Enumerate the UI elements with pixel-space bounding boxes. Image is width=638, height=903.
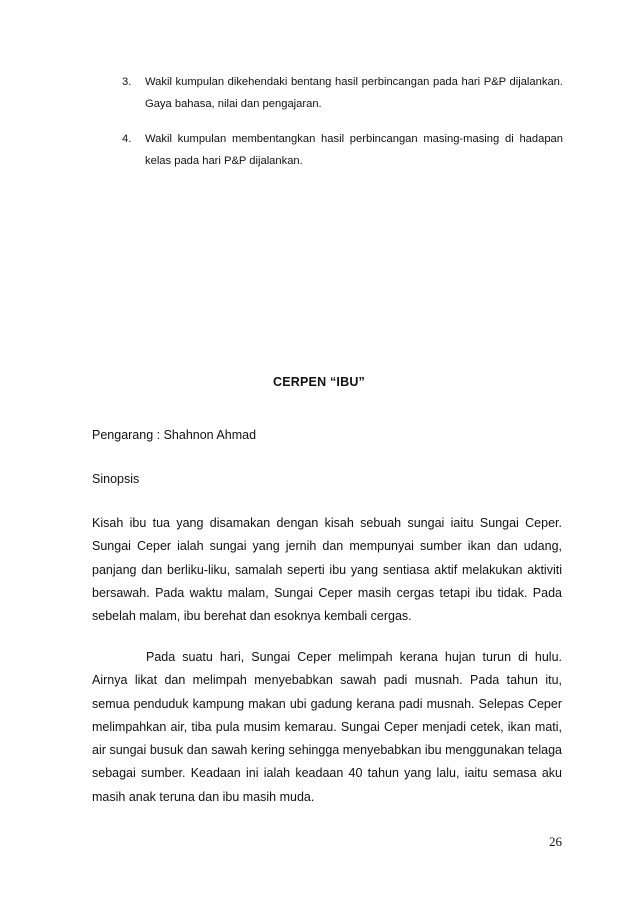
author-line: Pengarang : Shahnon Ahmad: [92, 428, 257, 442]
list-item: [122, 71, 563, 115]
list-item: [122, 128, 563, 172]
synopsis-paragraph: Pada suatu hari, Sungai Ceper melimpah kerana hujan turun di hulu. Airnya likat dan melimpah menyebabkan sawah padi musnah. Pada tahun itu, semua penduduk kampung makan ubi gadung kerana padi musnah. Selepas Ceper melimpahkan air, tiba pula musim kemarau. Sungai Ceper menjadi cetek, ikan mati, air sungai busuk dan sawah kering sehingga menyebabkan ibu menggunakan telaga sebagai sumber. Keadaan ini ialah keadaan 40 tahun yang lalu, iaitu semasa aku masih anak teruna dan ibu masih muda.: [92, 650, 562, 804]
list-item-text: Wakil kumpulan dikehendaki bentang hasil perbincangan pada hari P&P dijalankan. Gaya bahasa, nilai dan pengajaran.: [145, 76, 563, 110]
numbered-list: [122, 71, 563, 172]
synopsis-paragraph: Kisah ibu tua yang disamakan dengan kisah sebuah sungai iaitu Sungai Ceper. Sungai Ceper ialah sungai yang jernih dan mempunyai sumber ikan dan udang, panjang dan berliku-liku, samalah seperti ibu yang sentiasa aktif melakukan aktiviti bersawah. Pada waktu malam, Sungai Ceper masih cergas tetapi ibu tidak. Pada sebelah malam, ibu berehat dan esoknya kembali cergas.: [92, 516, 562, 624]
list-item-text: Wakil kumpulan membentangkan hasil perbincangan masing-masing di hadapan kelas pada hari P&P dijalankan.: [145, 133, 563, 167]
list-item-number: 4.: [122, 133, 132, 145]
page-number: 26: [549, 834, 562, 849]
story-title: CERPEN “IBU”: [273, 375, 365, 389]
list-item-number: 3.: [122, 76, 132, 88]
synopsis-heading: Sinopsis: [92, 472, 140, 486]
